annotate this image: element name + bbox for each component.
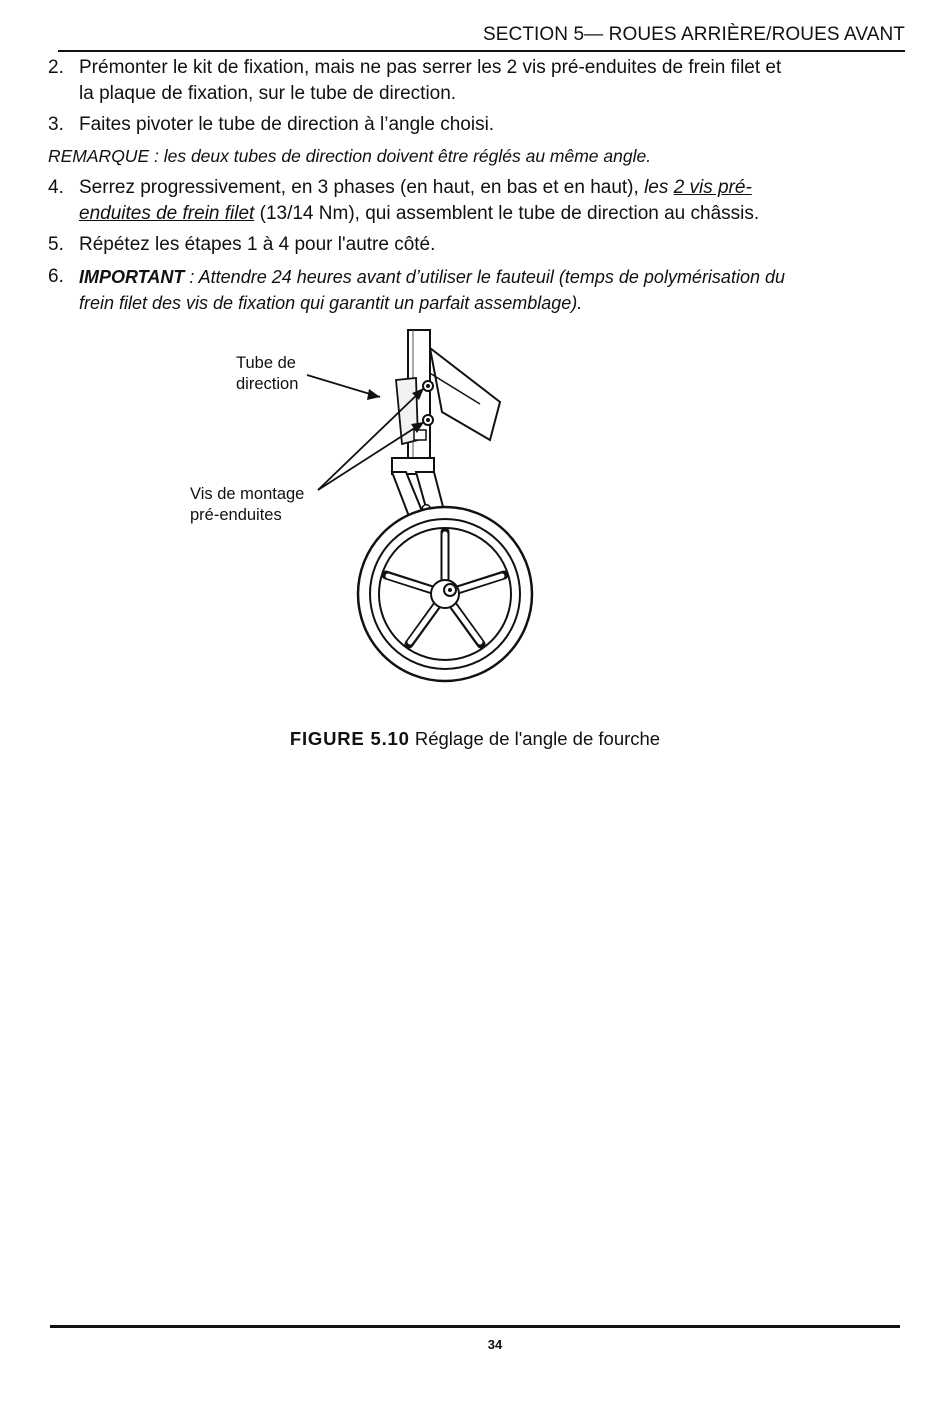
step-number: 5.: [48, 234, 64, 255]
step-4: [48, 175, 898, 227]
page-header: [58, 20, 905, 52]
step-text: (13/14 Nm), qui assemblent le tube de direction au châssis.: [254, 203, 760, 224]
step-text-line-2: la plaque de fixation, sur le tube de direction.: [79, 83, 457, 104]
step-3: [48, 112, 898, 138]
step-text-underlined: enduites de frein filet: [79, 203, 255, 224]
step-text-underlined: 2 vis pré-: [673, 177, 752, 198]
step-number: 3.: [48, 114, 64, 135]
step-text-line-1: [79, 264, 898, 290]
step-text-line-2: frein filet des vis de fixation qui garantit un parfait assemblage).: [79, 293, 583, 313]
step-5: [48, 232, 898, 258]
step-number: 6.: [48, 266, 64, 287]
step-text-italic: les: [644, 177, 674, 198]
step-number: 2.: [48, 57, 64, 78]
step-number: 4.: [48, 177, 64, 198]
step-text-line-1: Prémonter le kit de fixation, mais ne pas serrer les 2 vis pré-enduites de frein filet et: [79, 57, 782, 78]
figure-fork-angle: [180, 322, 540, 702]
step-text-line-1: [79, 175, 898, 201]
step-2: [48, 55, 898, 107]
remark-note: REMARQUE : les deux tubes de direction doivent être réglés au même angle.: [48, 146, 652, 166]
section-title: SECTION 5— ROUES ARRIÈRE/ROUES AVANT: [482, 24, 905, 45]
figure-caption: [0, 728, 950, 750]
page-number: 34: [487, 1337, 503, 1352]
label-tube-direction: Tube de direction: [236, 354, 299, 393]
step-6: [48, 264, 898, 316]
step-text: Serrez progressivement, en 3 phases (en haut, en bas et en haut),: [79, 177, 645, 198]
step-text: Faites pivoter le tube de direction à l’angle choisi.: [79, 114, 495, 135]
important-label: IMPORTANT: [79, 267, 185, 287]
figure-number: FIGURE 5.10: [289, 728, 410, 749]
step-text-line-2: [79, 201, 898, 227]
figure-caption-text: Réglage de l'angle de fourche: [409, 728, 661, 749]
step-text: : Attendre 24 heures avant d’utiliser le fauteuil (temps de polymérisation du: [184, 267, 785, 287]
footer-rule: [50, 1325, 900, 1328]
label-mounting-screws: Vis de montage pré-enduites: [190, 485, 305, 524]
step-text: Répétez les étapes 1 à 4 pour l'autre côté.: [79, 234, 436, 255]
